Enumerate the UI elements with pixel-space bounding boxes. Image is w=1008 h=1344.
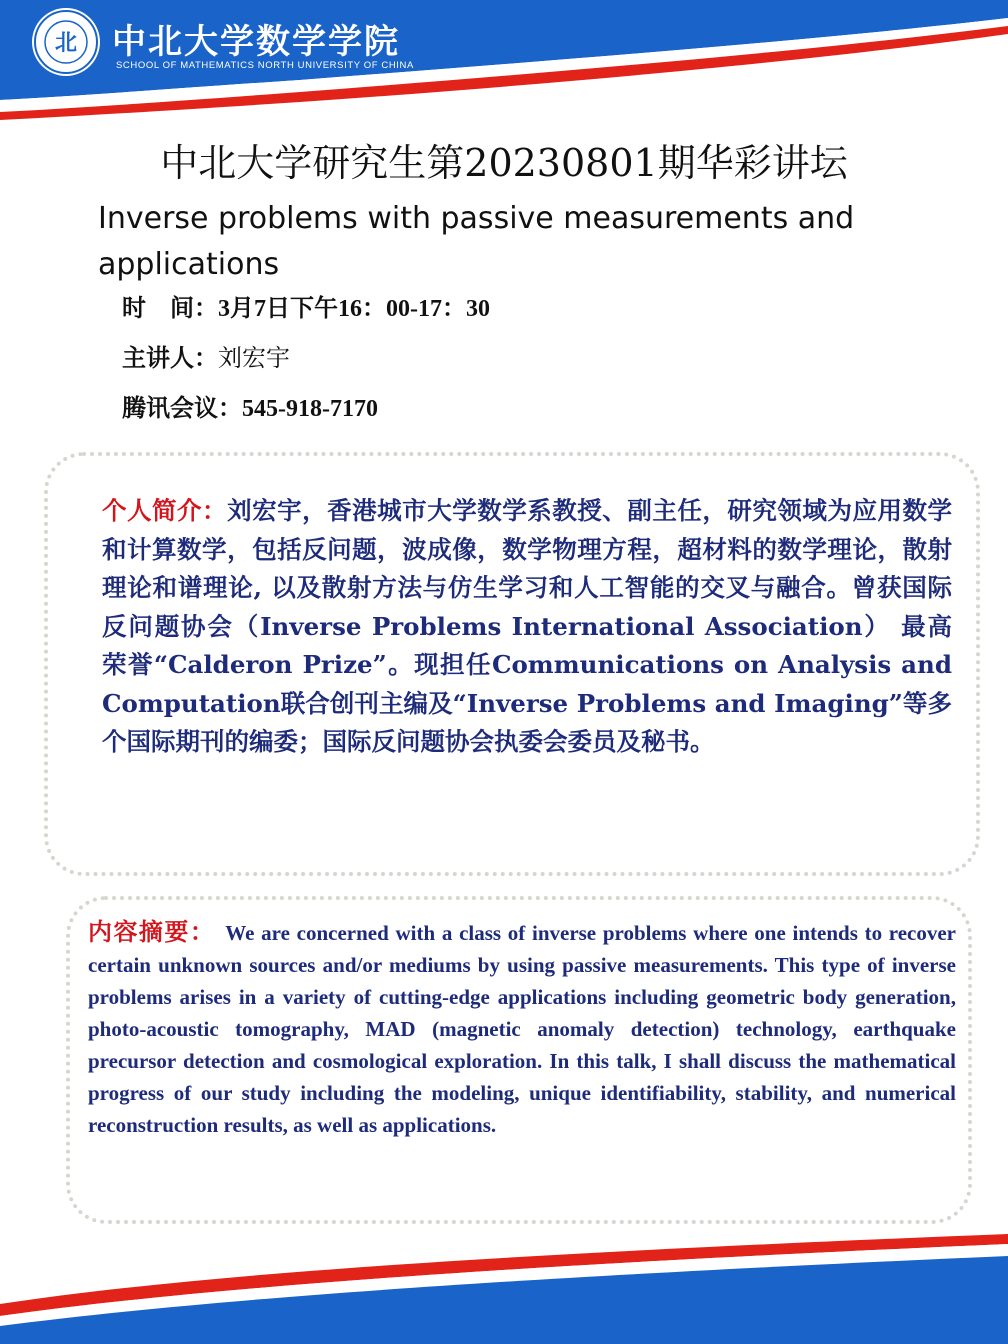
abstract-text-block — [88, 916, 956, 1141]
bio-text-block — [102, 492, 952, 762]
footer-wave-banner — [0, 1234, 1008, 1344]
time-row — [122, 288, 490, 323]
bio-label: 个人简介： — [102, 496, 228, 525]
bio-text: 刘宏宇，香港城市大学数学系教授、副主任，研究领域为应用数学和计算数学，包括反问题，波成像，数学物理方程，超材料的数学理论，散射理论和谱理论, 以及散射方法与仿生学习和人工智能的交叉与融合。曾获国际反问题协会（Inverse Problems International Association） 最高荣誉“Calderon Prize”。现担任Communications on Analysis and Computation联合创刊主编及“Inverse Problems and Imaging”等多个国际期刊的编委；国际反问题协会执委会委员及秘书。 — [102, 496, 952, 756]
talk-title: Inverse problems with passive measurements and applications — [98, 201, 855, 282]
svg-text:北: 北 — [54, 30, 78, 56]
page-title: 中北大学研究生第20230801期华彩讲坛 — [160, 141, 848, 185]
abstract-label: 内容摘要： — [88, 917, 216, 946]
school-name-en: SCHOOL OF MATHEMATICS NORTH UNIVERSITY OF CHINA — [116, 60, 414, 71]
speaker-value: 刘宏宇 — [218, 346, 290, 372]
university-seal-logo — [30, 6, 102, 78]
meeting-label: 腾讯会议： — [122, 393, 242, 422]
speaker-label: 主讲人： — [122, 343, 218, 372]
time-value: 3月7日下午16：00-17：30 — [218, 296, 490, 322]
abstract-text: We are concerned with a class of inverse problems where one intends to recover certain unknown sources and/or mediums by using passive measurements. This type of inverse problems arises in a variety of cutting-edge applications including geometric body generation, photo-acoustic tomography, MAD (magnetic anomaly detection) technology, earthquake precursor detection and cosmological exploration. In this talk, I shall discuss the mathematical progress of our study including the modeling, unique identifiability, stability, and numerical reconstruction results, as well as applications. — [88, 921, 956, 1137]
meeting-id: 545-918-7170 — [242, 396, 378, 422]
meeting-row — [122, 388, 378, 423]
speaker-row — [122, 338, 290, 373]
school-name-cn: 中北大学数学学院 — [112, 22, 400, 62]
time-label: 时 间： — [122, 293, 218, 322]
